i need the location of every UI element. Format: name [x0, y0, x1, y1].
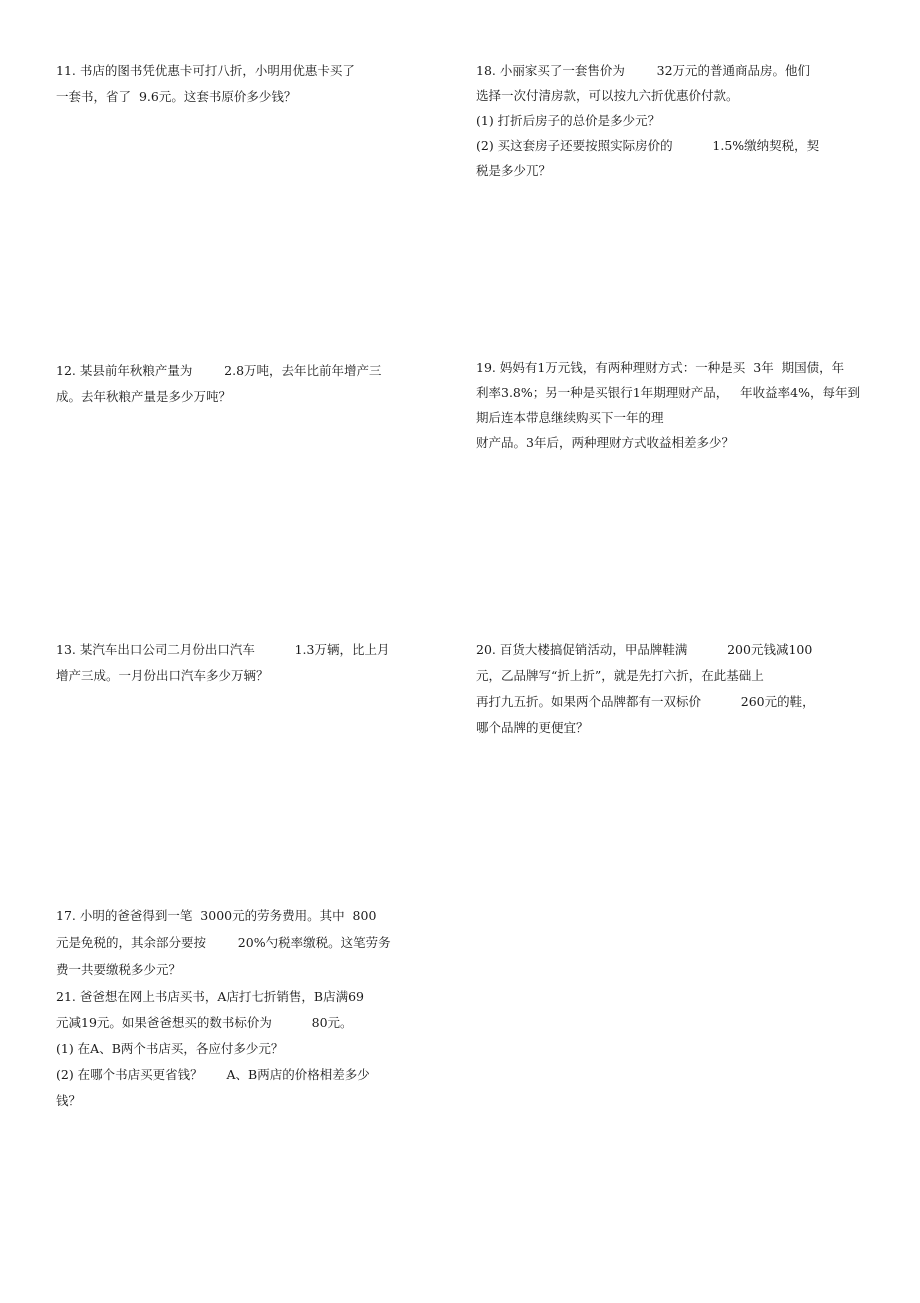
problem-20-line: 元，乙品牌写“折上折”，就是先打六折，在此基础上: [476, 668, 764, 683]
problem-11-line: 11. 书店的图书凭优惠卡可打八折，小明用优惠卡买了: [56, 63, 355, 78]
problem-17-line: 17. 小明的爸爸得到一笔 3000元的劳务费用。其中 800: [56, 908, 377, 923]
problem-18-line: (2) 买这套房子还要按照实际房价的 1.5%缴纳契税，契: [476, 138, 820, 153]
problem-13-line: 增产三成。一月份出口汽车多少万辆？: [56, 668, 269, 683]
problem-13-line: 13. 某汽车出口公司二月份出口汽车 1.3万辆，比上月: [56, 642, 390, 657]
problem-20-line: 20. 百货大楼搞促销活动，甲品牌鞋满 200元钱减100: [476, 642, 813, 657]
problem-12-line: 12. 某县前年秋粮产量为 2.8万吨，去年比前年增产三: [56, 363, 382, 378]
problem-21-line: (1) 在A、B两个书店买，各应付多少元？: [56, 1041, 284, 1056]
problem-19-line: 利率3.8%；另一种是买银行1年期理财产品， 年收益率4%，每年到: [476, 385, 860, 400]
problem-18-line: 选择一次付清房款，可以按九六折优惠价付款。: [476, 88, 739, 103]
problem-19-line: 19. 妈妈有1万元钱，有两种理财方式：一种是买 3年 期国债，年: [476, 360, 845, 375]
problem-12: [56, 358, 416, 410]
problem-17-line: 元是免税的，其余部分要按 20%勺税率缴税。这笔劳务: [56, 935, 391, 950]
problem-21-line: 21. 爸爸想在网上书店买书，A店打七折销售，B店满69: [56, 989, 364, 1004]
problem-20: [476, 637, 876, 741]
problem-11: [56, 58, 416, 110]
problem-21: [56, 984, 426, 1114]
problem-21-line: (2) 在哪个书店买更省钱？ A、B两店的价格相差多少: [56, 1067, 370, 1082]
problem-20-line: 哪个品牌的更便宜？: [476, 720, 589, 735]
problem-18-line: 税是多少兀？: [476, 163, 552, 178]
problem-19-line: 财产品。3年后，两种理财方式收益相差多少？: [476, 435, 734, 450]
problem-19: [476, 355, 876, 455]
problem-21-line: 钱？: [56, 1093, 82, 1108]
problem-11-line: 一套书，省了 9.6元。这套书原价多少钱？: [56, 89, 297, 104]
problem-20-line: 再打九五折。如果两个品牌都有一双标价 260元的鞋，: [476, 694, 815, 709]
problem-12-line: 成。去年秋粮产量是多少万吨？: [56, 389, 232, 404]
problem-18: [476, 58, 876, 183]
problem-17: [56, 902, 426, 983]
problem-18-line: 18. 小丽家买了一套售价为 32万元的普通商品房。他们: [476, 63, 811, 78]
problem-13: [56, 637, 426, 689]
problem-21-line: 元减19元。如果爸爸想买的数书标价为 80元。: [56, 1015, 353, 1030]
problem-18-line: (1) 打折后房子的总价是多少元？: [476, 113, 661, 128]
problem-19-line: 期后连本带息继续购买下一年的理: [476, 410, 664, 425]
problem-17-line: 费一共要缴税多少元？: [56, 962, 182, 977]
